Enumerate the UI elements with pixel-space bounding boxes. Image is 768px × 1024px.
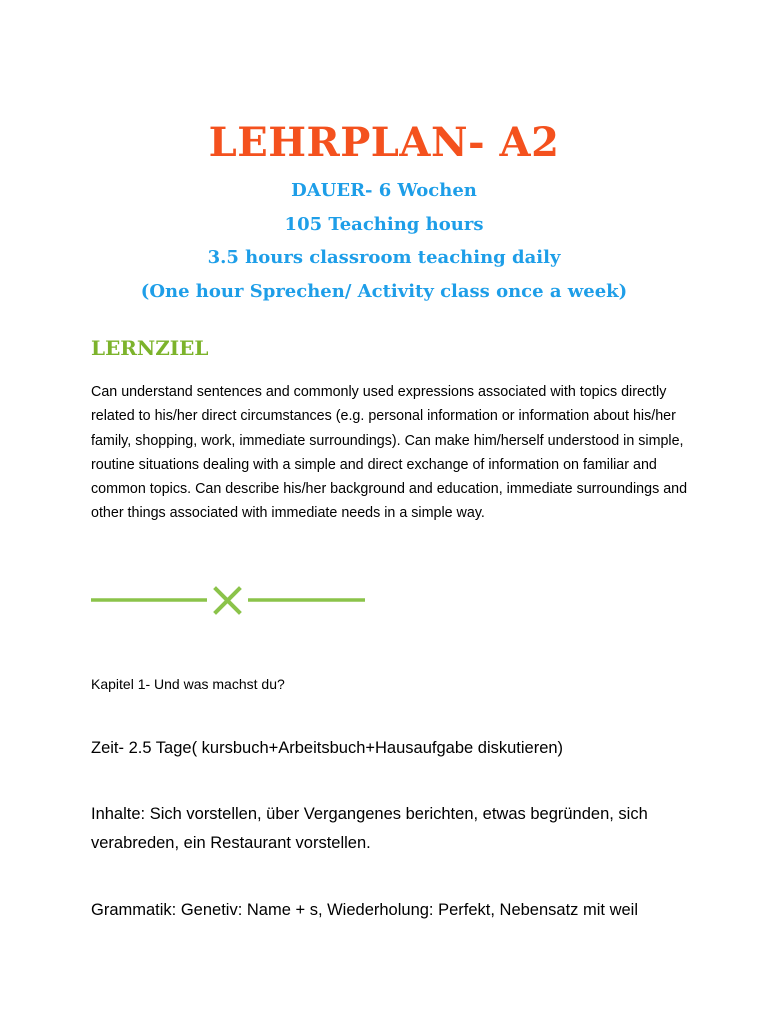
section-divider xyxy=(91,584,365,616)
course-duration: DAUER- 6 Wochen xyxy=(291,180,477,201)
course-activity-note: (One hour Sprechen/ Activity class once a week) xyxy=(140,280,628,302)
chapter-inhalte: Inhalte: Sich vorstellen, über Vergangenes berichten, etwas begründen, sich verabreden, ein Restaurant vorstellen. xyxy=(91,805,648,852)
course-info xyxy=(0,174,768,308)
chapter-zeit: Zeit- 2.5 Tage( kursbuch+Arbeitsbuch+Hausaufgabe diskutieren) xyxy=(91,739,564,757)
cross-icon xyxy=(216,589,239,612)
chapter-grammatik: Grammatik: Genetiv: Name + s, Wiederholung: Perfekt, Nebensatz mit weil xyxy=(91,901,638,919)
page-title: LEHRPLAN- A2 xyxy=(208,119,560,166)
section-heading-lernziel: LERNZIEL xyxy=(91,336,209,360)
lernziel-paragraph: Can understand sentences and commonly used expressions associated with topics directly related to his/her direct circumstances (e.g. personal information or information about his/her family, shopping, work, immediate surroundings). Can make him/herself understood in simple, routine situations dealing with a simple and direct exchange of information on familiar and common topics. Can describe his/her background and education, immediate surroundings and other things associated with immediate needs in a simple way. xyxy=(91,384,688,522)
course-teaching-hours: 105 Teaching hours xyxy=(284,213,484,235)
chapter-title: Kapitel 1- Und was machst du? xyxy=(91,676,285,692)
course-daily-hours: 3.5 hours classroom teaching daily xyxy=(207,247,561,268)
